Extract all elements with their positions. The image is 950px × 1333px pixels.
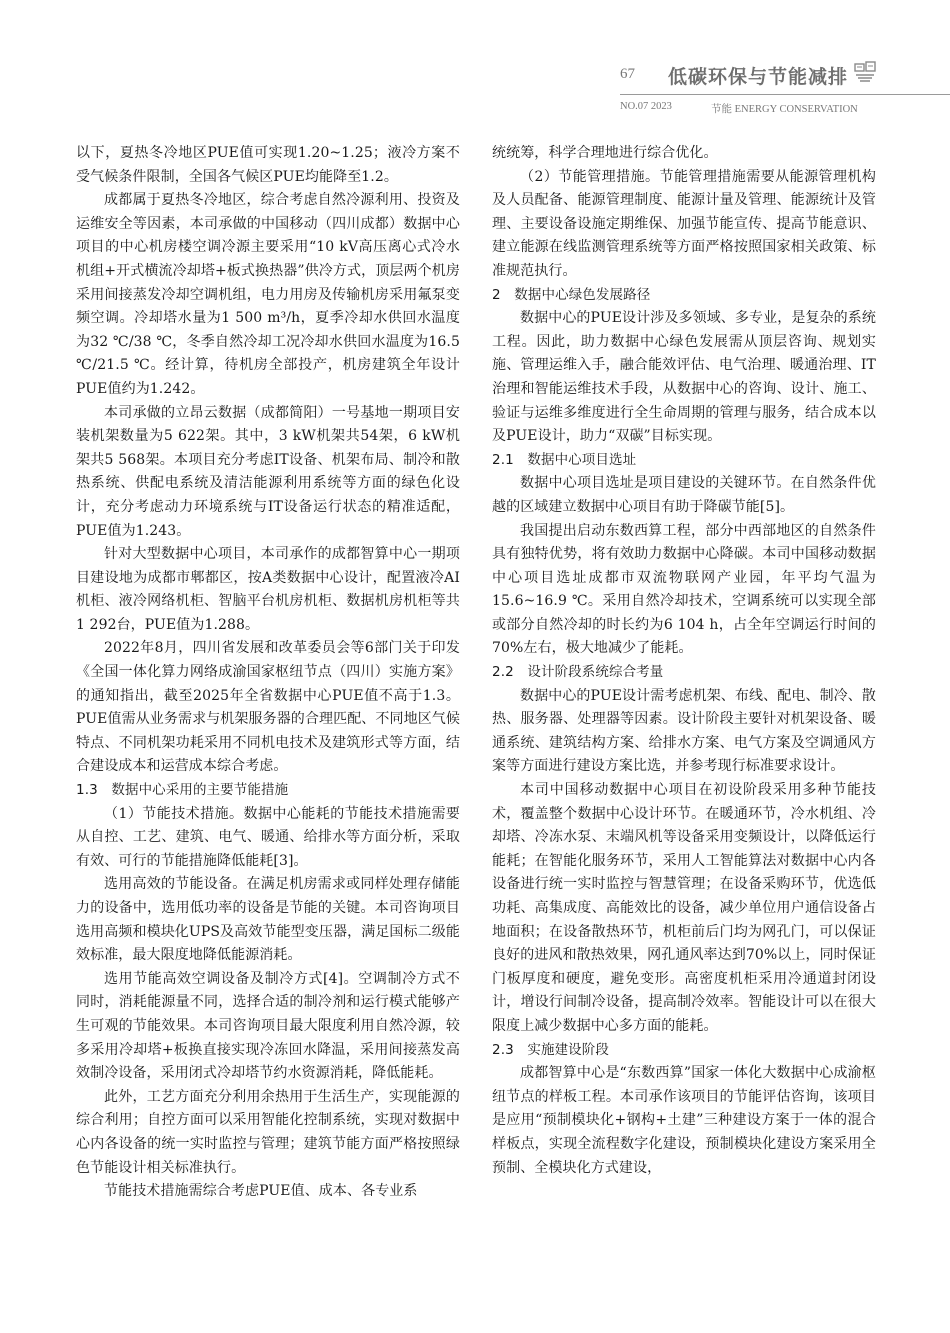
paragraph: 成都智算中心是“东数西算”国家一体化大数据中心成渝枢纽节点的样板工程。本司承作该项目的节能评估咨询，该项目是应用“预制模块化+钢构+土建”三种建设方案于一体的混合样板点，实现全流程数字化建设，预制模块化建设方案采用全预制、全模块化方式建设， bbox=[492, 1065, 876, 1176]
section-heading: 2.1 数据中心项目选址 bbox=[492, 451, 637, 468]
section-heading: 2 数据中心绿色发展路径 bbox=[492, 286, 651, 303]
paragraph: 数据中心的PUE设计需考虑机架、布线、配电、制冷、散热、服务器、处理器等因素。设计阶段主要针对机架设备、暖通系统、建筑结构方案、给排水方案、电气方案及空调通风方案等方面进行建设方案比选，并参考现行标准要求设计。 bbox=[492, 687, 876, 775]
journal-title: 低碳环保与节能减排 bbox=[668, 66, 849, 88]
paragraph: （1）节能技术措施。数据中心能耗的节能技术措施需要从自控、工艺、建筑、电气、暖通、给排水等方面分析，采取有效、可行的节能措施降低能耗[3]。 bbox=[76, 805, 460, 869]
page-header bbox=[0, 0, 950, 120]
section-heading: 2.2 设计阶段系统综合考量 bbox=[492, 664, 664, 681]
issue-number: NO.07 2023 bbox=[620, 101, 672, 112]
paragraph: 数据中心项目选址是项目建设的关键环节。在自然条件优越的区域建立数据中心项目有助于降碳节能[5]。 bbox=[492, 475, 876, 515]
paragraph: 节能技术措施需综合考虑PUE值、成本、各专业系 bbox=[104, 1183, 418, 1200]
paragraph: 成都属于夏热冬冷地区，综合考虑自然冷源利用、投资及运维安全等因素，本司承做的中国移动（四川成都）数据中心项目的中心机房楼空调冷源主要采用“10 kV高压离心式冷水机组+开式横流冷却塔+板式换热器”供冷方式，顶层两个机房采用间接蒸发冷却空调机组，电力用房及传输机房采用氟泵变频空调。冷却塔水量为1 500 m³/h，夏季冷却水供回水温度为32 ℃/38 ℃，冬季自然冷却工况冷却水供回水温度为16.5 ℃/21.5 ℃。经计算，待机房全部投产，机房建筑全年设计PUE值约为1.242。 bbox=[76, 192, 460, 397]
paragraph: 我国提出启动东数西算工程，部分中西部地区的自然条件具有独特优势，将有效助力数据中心降碳。本司中国移动数据中心项目选址成都市双流物联网产业园，年平均气温为15.6~16.9 ℃。采用自然冷却技术，空调系统可以实现全部或部分自然冷却的时长约为6 104 h，占全年空调运行时间的70%左右，极大地减少了能耗。 bbox=[492, 522, 876, 657]
paragraph: 选用高效的节能设备。在满足机房需求或同样处理存储能力的设备中，选用低功率的设备是节能的关键。本司咨询项目选用高频和模块化UPS及高效节能型变压器，满足国标二级能效标准，最大限度地降低能源消耗。 bbox=[76, 876, 460, 964]
right-column bbox=[492, 142, 876, 1180]
journal-logo-icon bbox=[854, 61, 876, 83]
paragraph: 2022年8月，四川省发展和改革委员会等6部门关于印发《全国一体化算力网络成渝国家枢纽节点（四川）实施方案》的通知指出，截至2025年全省数据中心PUE值不高于1.3。PUE值需从业务需求与机架服务器的合理匹配、不同地区气候特点、不同机架功耗采用不同机电技术及建筑形式等方面，结合建设成本和运营成本综合考虑。 bbox=[76, 640, 460, 775]
section-heading: 2.3 实施建设阶段 bbox=[492, 1041, 609, 1058]
paragraph: 以下，夏热冬冷地区PUE值可实现1.20~1.25；液冷方案不受气候条件限制，全国各气候区PUE均能降至1.2。 bbox=[76, 145, 460, 185]
paragraph: 此外，工艺方面充分利用余热用于生活生产，实现能源的综合利用；自控方面可以采用智能化控制系统，实现对数据中心内各设备的统一实时监控与管理；建筑节能方面严格按照绿色节能设计相关标准执行。 bbox=[76, 1088, 460, 1176]
left-column bbox=[76, 142, 460, 1204]
header-rule bbox=[620, 94, 950, 95]
paragraph: 本司承做的立昂云数据（成都简阳）一号基地一期项目安装机架数量为5 622架。其中，3 kW机架共54架，6 kW机架共5 568架。本项目充分考虑IT设备、机架布局、制冷和散热系统、供配电系统及清洁能源利用系统等方面的绿色化设计，充分考虑动力环境系统与IT设备运行状态的精准适配，PUE值为1.243。 bbox=[76, 404, 460, 539]
section-heading: 1.3 数据中心采用的主要节能措施 bbox=[76, 782, 289, 799]
paragraph: 数据中心的PUE设计涉及多领域、多专业，是复杂的系统工程。因此，助力数据中心绿色发展需从顶层咨询、规划实施、管理运维入手，融合能效评估、电气治理、暖通治理、IT治理和智能运维技术手段，从数据中心的咨询、设计、施工、验证与运维多维度进行全生命周期的管理与服务，结合成本以及PUE设计，助力“双碳”目标实现。 bbox=[492, 310, 876, 445]
paragraph: 本司中国移动数据中心项目在初设阶段采用多种节能技术，覆盖整个数据中心设计环节。在暖通环节，冷水机组、冷却塔、冷冻水泵、末端风机等设备采用变频设计，以降低运行能耗；在智能化服务环节，采用人工智能算法对数据中心内各设备进行统一实时监控与智慧管理；在设备采购环节，优选低功耗、高集成度、高能效比的设备，减少单位用户通信设备占地面积；在设备散热环节，机柜前后门均为网孔门，可以保证良好的进风和散热效果，网孔通风率达到70%以上，同时保证门板厚度和硬度，避免变形。高密度机柜采用冷通道封闭设计，增设行间制冷设备，提高制冷效率。智能设计可以在很大限度上减少数据中心多方面的能耗。 bbox=[492, 782, 876, 1034]
paragraph: 统统筹，科学合理地进行综合优化。 bbox=[492, 145, 718, 161]
paragraph: 针对大型数据中心项目，本司承作的成都智算中心一期项目建设地为成都市郫都区，按A类数据中心设计，配置液冷AI机柜、液冷网络机柜、智脑平台机房机柜、数据机房机柜等共1 292台，PUE值为1.288。 bbox=[76, 546, 460, 633]
paragraph: 选用节能高效空调设备及制冷方式[4]。空调制冷方式不同时，消耗能源量不同，选择合适的制冷剂和运行模式能够产生可观的节能效果。本司咨询项目最大限度利用自然冷源，较多采用冷却塔+板换直接实现冷冻回水降温，采用间接蒸发高效制冷设备，采用闭式冷却塔节约水资源消耗，降低能耗。 bbox=[76, 970, 460, 1082]
page-number: 67 bbox=[620, 66, 635, 82]
section-label: 节能 ENERGY CONSERVATION bbox=[711, 104, 858, 115]
paragraph: （2）节能管理措施。节能管理措施需要从能源管理机构及人员配备、能源管理制度、能源计量及管理、能源统计及管理、主要设备设施定期维保、加强节能宣传、提高节能意识、建立能源在线监测管理系统等方面严格按照国家相关政策、标准规范执行。 bbox=[492, 168, 876, 279]
